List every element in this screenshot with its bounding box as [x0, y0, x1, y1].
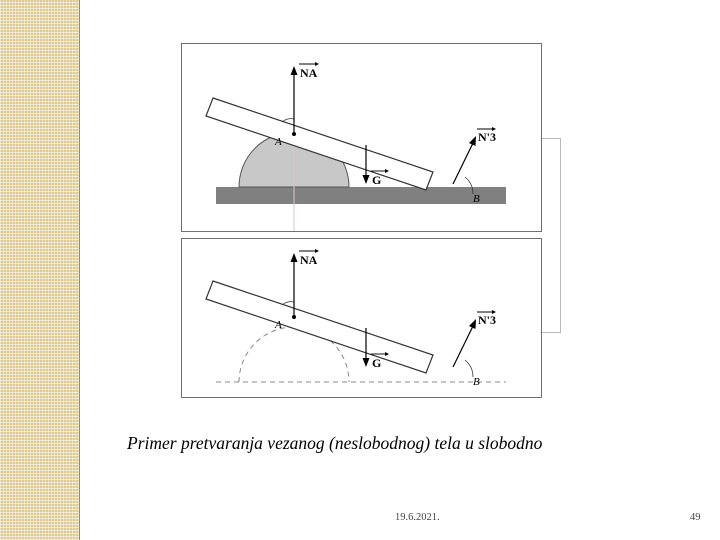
constrained-body-svg	[182, 44, 541, 231]
footer-page-number: 49	[690, 512, 701, 523]
figure-free-body	[181, 238, 542, 398]
force-g-label: G	[372, 356, 382, 370]
force-na-arrowhead	[291, 66, 298, 75]
side-band-edge	[79, 0, 80, 540]
force-nb-label: N'3	[478, 313, 496, 327]
force-nb-arrowhead	[469, 136, 476, 146]
point-a-label: A	[275, 136, 282, 148]
force-na-label: NA	[300, 66, 318, 80]
force-g-arrowhead	[363, 358, 370, 367]
point-b-label: B	[473, 376, 480, 388]
force-g-arrowhead	[363, 175, 370, 184]
inclined-bar	[206, 281, 433, 373]
force-nb-label: N'3	[478, 130, 496, 144]
ground-strip	[216, 187, 506, 204]
force-na-label: NA	[300, 253, 318, 267]
side-bracket	[541, 138, 561, 333]
footer-date: 19.6.2021.	[395, 512, 440, 523]
decorative-side-band	[0, 0, 80, 540]
point-a-marker	[292, 132, 296, 136]
force-na-arrowhead	[291, 253, 298, 262]
angle-arc-b	[465, 360, 473, 377]
force-nb-arrow	[453, 141, 474, 184]
point-b-label: B	[473, 193, 480, 205]
figure-constrained-body	[181, 43, 542, 232]
slide-caption: Primer pretvaranja vezanog (neslobodnog) tela u slobodno	[127, 433, 543, 453]
force-g-label: G	[372, 173, 382, 187]
point-a-marker	[292, 315, 296, 319]
point-a-label: A	[275, 319, 282, 331]
force-nb-arrow	[453, 324, 474, 367]
free-body-svg	[182, 239, 541, 397]
force-nb-arrowhead	[469, 319, 476, 329]
